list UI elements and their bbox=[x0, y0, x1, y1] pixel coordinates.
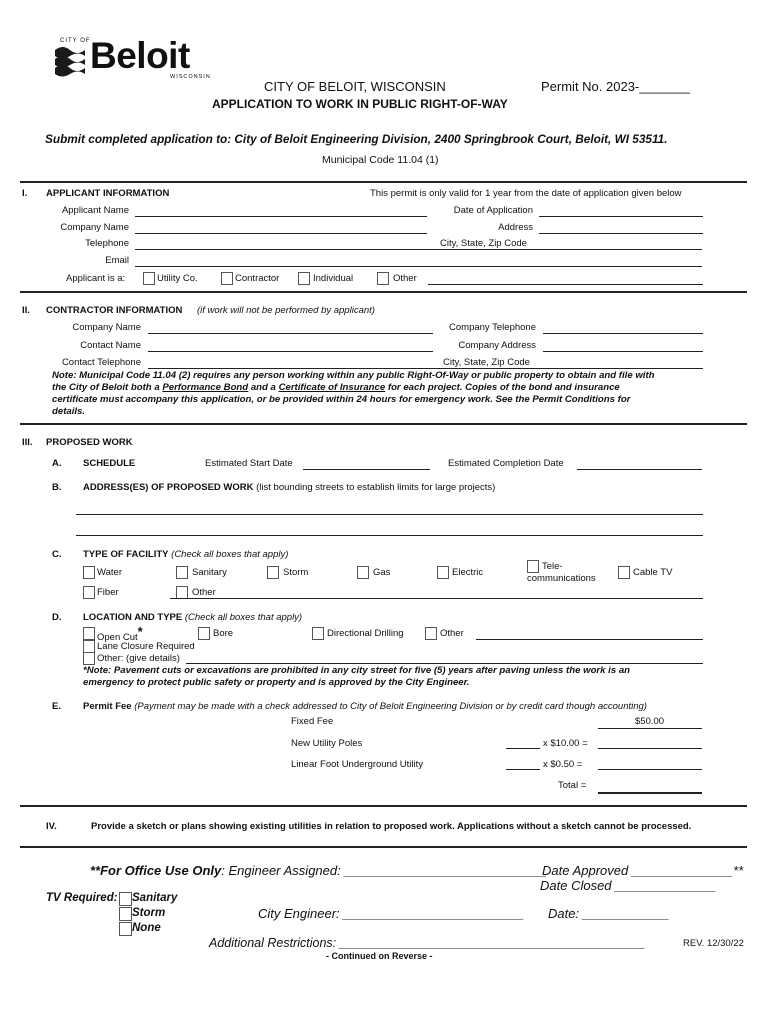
fixed-fee-line bbox=[598, 728, 702, 729]
bond-note-text: for each project. Copies of the bond and insurance bbox=[385, 382, 620, 393]
open-cut-checkbox[interactable] bbox=[83, 627, 95, 640]
open-cut-asterisk: * bbox=[137, 624, 143, 639]
section-4-number: IV. bbox=[46, 821, 57, 832]
header-city: CITY OF BELOIT, WISCONSIN bbox=[264, 79, 446, 94]
tv-storm-label: Storm bbox=[132, 907, 166, 919]
city-state-zip-label: City, State, Zip Code bbox=[440, 238, 531, 249]
completion-date-label: Estimated Completion Date bbox=[448, 458, 564, 469]
location-title: LOCATION AND TYPE bbox=[83, 612, 183, 623]
work-address-field-2[interactable] bbox=[76, 535, 703, 536]
permit-number: Permit No. 2023-_______ bbox=[541, 79, 690, 94]
section-2-title: CONTRACTOR INFORMATION bbox=[46, 305, 183, 316]
location-other-checkbox[interactable] bbox=[425, 627, 437, 640]
cable-tv-label: Cable TV bbox=[633, 567, 673, 578]
revision-date: REV. 12/30/22 bbox=[683, 938, 744, 949]
bond-insurance-note bbox=[52, 370, 655, 418]
utility-poles-label: New Utility Poles bbox=[291, 738, 363, 749]
other-checkbox[interactable] bbox=[377, 272, 389, 285]
location-heading bbox=[83, 612, 302, 623]
pavement-note-line-2: emergency to protect public safety or property and is approved by the City Engineer. bbox=[83, 677, 470, 688]
telephone-label: Telephone bbox=[85, 238, 129, 249]
utility-checkbox[interactable] bbox=[143, 272, 155, 285]
date-closed: Date Closed ______________ bbox=[540, 878, 717, 893]
company-telephone-label: Company Telephone bbox=[449, 322, 536, 333]
address-work-subtitle: (list bounding streets to establish limits for large projects) bbox=[256, 482, 496, 493]
linear-foot-total-field[interactable] bbox=[598, 769, 702, 770]
total-field[interactable] bbox=[598, 792, 702, 794]
address-work-heading bbox=[83, 482, 495, 493]
telecommunications-label-1: Tele- bbox=[542, 561, 563, 572]
sketch-requirement: Provide a sketch or plans showing existing utilities in relation to proposed work. Applications without a sketch cannot be processed. bbox=[91, 821, 692, 832]
location-other-label: Other bbox=[440, 628, 464, 639]
tv-none-checkbox[interactable] bbox=[119, 922, 132, 936]
applicant-name-label: Applicant Name bbox=[61, 205, 129, 216]
section-3-title: PROPOSED WORK bbox=[46, 437, 133, 448]
date-application-label: Date of Application bbox=[453, 205, 533, 216]
email-label: Email bbox=[105, 255, 129, 266]
contact-name-label: Contact Name bbox=[80, 340, 141, 351]
linear-foot-rate: x $0.50 = bbox=[543, 759, 583, 770]
item-b-letter: B. bbox=[52, 482, 62, 493]
email-field[interactable] bbox=[135, 266, 702, 267]
utility-poles-rate: x $10.00 = bbox=[543, 738, 588, 749]
storm-label: Storm bbox=[283, 567, 309, 578]
address-work-title: ADDRESS(ES) OF PROPOSED WORK bbox=[83, 482, 254, 493]
contact-name-field[interactable] bbox=[148, 351, 433, 352]
item-c-letter: C. bbox=[52, 549, 62, 560]
completion-date-field[interactable] bbox=[577, 469, 702, 470]
individual-checkbox[interactable] bbox=[298, 272, 310, 285]
company-name-label: Company Name bbox=[60, 222, 129, 233]
sanitary-label: Sanitary bbox=[192, 567, 227, 578]
item-a-letter: A. bbox=[52, 458, 62, 469]
validity-note: This permit is only valid for 1 year from the date of application given below bbox=[370, 188, 682, 199]
telephone-field[interactable] bbox=[135, 249, 702, 250]
water-checkbox[interactable] bbox=[83, 566, 95, 579]
section-2-subtitle: (if work will not be performed by applicant) bbox=[197, 305, 375, 316]
section-divider bbox=[20, 291, 747, 293]
company-telephone-field[interactable] bbox=[543, 333, 703, 334]
permit-fee-title: Permit Fee bbox=[83, 701, 132, 712]
facility-other-label: Other bbox=[192, 587, 216, 598]
certificate-insurance-text: Certificate of Insurance bbox=[278, 382, 386, 393]
start-date-field[interactable] bbox=[303, 469, 430, 470]
directional-drilling-label: Directional Drilling bbox=[327, 628, 404, 639]
city-engineer-field[interactable]: City Engineer: _________________________ bbox=[258, 906, 525, 921]
section-3-number: III. bbox=[22, 437, 33, 448]
work-address-field-1[interactable] bbox=[76, 514, 703, 515]
bond-note-text: and a bbox=[248, 382, 279, 393]
tv-required-label: TV Required: bbox=[46, 892, 118, 904]
linear-foot-label: Linear Foot Underground Utility bbox=[291, 759, 424, 770]
utility-poles-qty-field[interactable] bbox=[506, 748, 540, 749]
utility-poles-total-field[interactable] bbox=[598, 748, 702, 749]
location-subtitle: (Check all boxes that apply) bbox=[184, 612, 303, 623]
bond-note-line-2 bbox=[52, 382, 655, 394]
other-label: Other bbox=[393, 273, 417, 284]
bond-note-line-3: certificate must accompany this application, or be provided within 24 hours for emergency work. See the Permit Conditions for bbox=[52, 394, 631, 405]
logo-top-text: CITY OF bbox=[60, 38, 91, 44]
tv-sanitary-label: Sanitary bbox=[132, 892, 178, 904]
municipal-code: Municipal Code 11.04 (1) bbox=[322, 154, 439, 166]
contractor-label: Contractor bbox=[235, 273, 280, 284]
office-date-field[interactable]: Date: ____________ bbox=[548, 906, 670, 921]
fixed-fee-label: Fixed Fee bbox=[291, 716, 334, 727]
bore-checkbox[interactable] bbox=[198, 627, 210, 640]
tv-none-label: None bbox=[132, 922, 161, 934]
logo-sub-text: WISCONSIN bbox=[170, 74, 211, 80]
bond-note-text: the City of Beloit both a bbox=[52, 382, 163, 393]
performance-bond-text: Performance Bond bbox=[162, 382, 249, 393]
contact-telephone-field[interactable] bbox=[148, 368, 703, 369]
total-label: Total = bbox=[558, 780, 587, 791]
lane-closure-label: Lane Closure Required bbox=[97, 641, 195, 652]
start-date-label: Estimated Start Date bbox=[205, 458, 293, 469]
fixed-fee-amount: $50.00 bbox=[635, 716, 665, 727]
tv-storm-checkbox[interactable] bbox=[119, 907, 132, 921]
logo-name: Beloit bbox=[90, 35, 190, 76]
engineer-assigned: : Engineer Assigned: ____________________________ bbox=[221, 863, 547, 878]
section-2-number: II. bbox=[22, 305, 30, 316]
section-divider bbox=[20, 181, 747, 183]
contractor-checkbox[interactable] bbox=[221, 272, 233, 285]
facility-heading bbox=[83, 549, 288, 560]
facility-other-field[interactable] bbox=[170, 598, 703, 599]
other-details-field[interactable] bbox=[186, 663, 703, 664]
city-logo bbox=[52, 35, 222, 82]
section-divider bbox=[20, 846, 747, 848]
electric-checkbox[interactable] bbox=[437, 566, 449, 579]
water-label: Water bbox=[97, 567, 122, 578]
office-use-title: **For Office Use Only bbox=[90, 863, 222, 878]
other-field[interactable] bbox=[428, 284, 703, 285]
continued-on-reverse: - Continued on Reverse - bbox=[326, 951, 433, 961]
additional-restrictions-field[interactable]: Additional Restrictions: ____________________________________________ bbox=[209, 936, 646, 950]
address-field[interactable] bbox=[539, 233, 703, 234]
cable-tv-checkbox[interactable] bbox=[618, 566, 630, 579]
utility-label: Utility Co. bbox=[157, 273, 198, 284]
open-cut-text: Open Cut bbox=[97, 632, 138, 643]
permit-fee-heading bbox=[83, 701, 647, 712]
item-d-letter: D. bbox=[52, 612, 62, 623]
individual-label: Individual bbox=[313, 273, 354, 284]
bond-note-line-4: details. bbox=[52, 406, 86, 417]
location-other-field[interactable] bbox=[476, 639, 703, 640]
contractor-company-name-label: Company Name bbox=[72, 322, 141, 333]
contact-telephone-label: Contact Telephone bbox=[61, 357, 141, 368]
gas-checkbox[interactable] bbox=[357, 566, 369, 579]
pavement-note-line-1: *Note: Pavement cuts or excavations are prohibited in any city street for five (5) years after paving unless the work is an bbox=[83, 665, 631, 676]
date-approved: Date Approved ______________** bbox=[542, 863, 744, 878]
section-1-number: I. bbox=[22, 188, 28, 199]
other-details-checkbox[interactable] bbox=[83, 652, 95, 665]
company-name-field[interactable] bbox=[135, 233, 427, 234]
contractor-city-state-zip-label: City, State, Zip Code bbox=[443, 357, 534, 368]
logo-waves-icon bbox=[52, 44, 88, 78]
schedule-label: SCHEDULE bbox=[83, 458, 136, 469]
pavement-note bbox=[83, 665, 630, 689]
form-title: APPLICATION TO WORK IN PUBLIC RIGHT-OF-WAY bbox=[212, 97, 508, 111]
address-label: Address bbox=[498, 222, 533, 233]
applicant-name-field[interactable] bbox=[135, 216, 427, 217]
electric-label: Electric bbox=[452, 567, 484, 578]
contractor-company-name-field[interactable] bbox=[148, 333, 433, 334]
other-details-label: Other: (give details) bbox=[97, 653, 180, 664]
bond-note-line-1: Note: Municipal Code 11.04 (2) requires any person working within any public Right-Of-Way or public property to obtain and file with bbox=[52, 370, 655, 381]
submit-instructions: Submit completed application to: City of Beloit Engineering Division, 2400 Springbrook Court, Beloit, WI 53511. bbox=[45, 132, 668, 146]
tv-sanitary-checkbox[interactable] bbox=[119, 892, 132, 906]
sanitary-checkbox[interactable] bbox=[176, 566, 188, 579]
company-address-label: Company Address bbox=[458, 340, 536, 351]
facility-subtitle: (Check all boxes that apply) bbox=[171, 549, 289, 560]
office-use-line bbox=[90, 863, 547, 878]
facility-title: TYPE OF FACILITY bbox=[83, 549, 169, 560]
linear-foot-qty-field[interactable] bbox=[506, 769, 540, 770]
section-divider bbox=[20, 805, 747, 807]
date-application-field[interactable] bbox=[539, 216, 703, 217]
gas-label: Gas bbox=[373, 567, 391, 578]
directional-drilling-checkbox[interactable] bbox=[312, 627, 324, 640]
permit-fee-subtitle: (Payment may be made with a check addressed to City of Beloit Engineering Division or by credit card though accounting) bbox=[134, 701, 647, 712]
company-address-field[interactable] bbox=[543, 351, 703, 352]
section-1-title: APPLICANT INFORMATION bbox=[46, 188, 170, 199]
storm-checkbox[interactable] bbox=[267, 566, 279, 579]
telecommunications-checkbox[interactable] bbox=[527, 560, 539, 573]
bore-label: Bore bbox=[213, 628, 234, 639]
applicant-is-label: Applicant is a: bbox=[66, 273, 126, 284]
section-divider bbox=[20, 423, 747, 425]
fiber-checkbox[interactable] bbox=[83, 586, 95, 599]
fiber-label: Fiber bbox=[97, 587, 119, 598]
telecommunications-label-2: communications bbox=[527, 573, 596, 584]
item-e-letter: E. bbox=[52, 701, 61, 712]
